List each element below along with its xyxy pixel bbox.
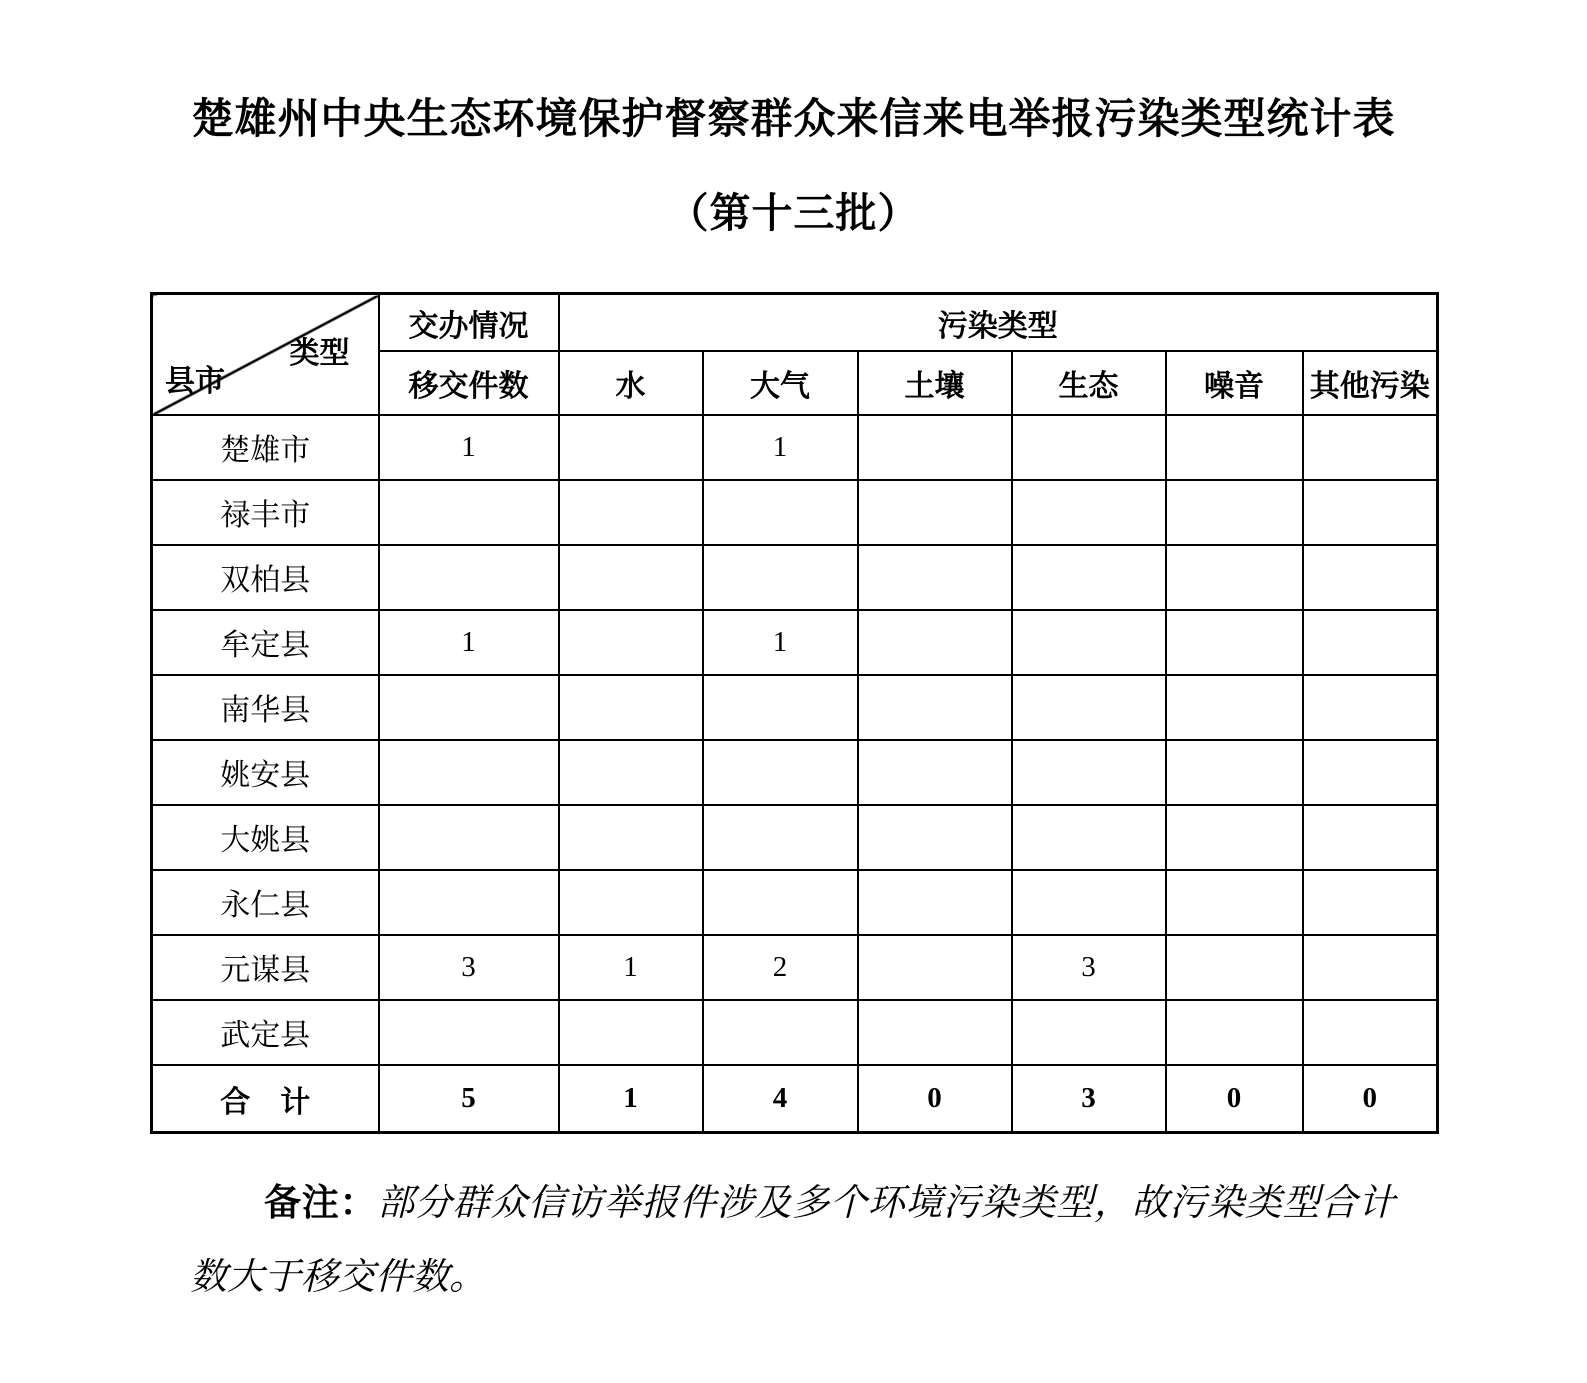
value-cell <box>1303 545 1438 610</box>
value-cell <box>1166 935 1303 1000</box>
corner-label-type: 类型 <box>289 337 350 371</box>
table-row <box>152 740 1438 805</box>
value-cell: 1 <box>703 610 858 675</box>
value-cell <box>858 675 1012 740</box>
value-cell <box>1166 675 1303 740</box>
total-value-cell: 0 <box>1166 1065 1303 1133</box>
table-row <box>152 1000 1438 1065</box>
header-row-groups <box>152 294 1438 351</box>
county-cell: 楚雄市 <box>152 415 379 480</box>
table-row <box>152 480 1438 545</box>
table-row <box>152 610 1438 675</box>
value-cell <box>1166 480 1303 545</box>
value-cell <box>703 545 858 610</box>
pollution-stats-table <box>150 292 1439 1134</box>
value-cell <box>1303 805 1438 870</box>
value-cell <box>858 935 1012 1000</box>
value-cell: 1 <box>379 415 559 480</box>
county-cell: 元谋县 <box>152 935 379 1000</box>
value-cell <box>1012 480 1166 545</box>
table-row <box>152 675 1438 740</box>
col-header-water: 水 <box>559 351 703 415</box>
value-cell <box>379 740 559 805</box>
group-header-handling: 交办情况 <box>379 294 559 351</box>
table-row <box>152 870 1438 935</box>
value-cell: 1 <box>559 935 703 1000</box>
value-cell <box>1166 870 1303 935</box>
value-cell <box>559 415 703 480</box>
corner-label-county: 县市 <box>165 364 225 398</box>
value-cell <box>1166 1000 1303 1065</box>
value-cell <box>559 545 703 610</box>
value-cell <box>559 1000 703 1065</box>
total-value-cell: 0 <box>1303 1065 1438 1133</box>
county-cell: 双柏县 <box>152 545 379 610</box>
col-header-ecology: 生态 <box>1012 351 1166 415</box>
value-cell <box>1166 740 1303 805</box>
total-row <box>152 1065 1438 1133</box>
county-cell: 大姚县 <box>152 805 379 870</box>
value-cell <box>1166 545 1303 610</box>
page-title: 楚雄州中央生态环境保护督察群众来信来电举报污染类型统计表 <box>191 97 1396 143</box>
value-cell <box>559 480 703 545</box>
value-cell <box>1303 740 1438 805</box>
value-cell <box>1303 935 1438 1000</box>
total-value-cell: 4 <box>703 1065 858 1133</box>
value-cell: 1 <box>379 610 559 675</box>
total-value-cell: 3 <box>1012 1065 1166 1133</box>
value-cell <box>379 545 559 610</box>
table-row <box>152 935 1438 1000</box>
table-row <box>152 415 1438 480</box>
value-cell <box>379 480 559 545</box>
value-cell <box>559 610 703 675</box>
value-cell <box>379 1000 559 1065</box>
value-cell <box>559 740 703 805</box>
value-cell <box>703 1000 858 1065</box>
value-cell <box>1012 610 1166 675</box>
value-cell <box>379 870 559 935</box>
value-cell <box>1012 740 1166 805</box>
value-cell <box>1303 675 1438 740</box>
value-cell: 3 <box>1012 935 1166 1000</box>
value-cell <box>858 1000 1012 1065</box>
value-cell <box>858 805 1012 870</box>
value-cell <box>559 870 703 935</box>
value-cell <box>379 805 559 870</box>
value-cell <box>858 870 1012 935</box>
col-header-soil: 土壤 <box>858 351 1012 415</box>
value-cell <box>703 675 858 740</box>
value-cell <box>858 545 1012 610</box>
table-row <box>152 545 1438 610</box>
value-cell <box>858 480 1012 545</box>
value-cell <box>703 870 858 935</box>
value-cell <box>858 740 1012 805</box>
total-value-cell: 0 <box>858 1065 1012 1133</box>
value-cell <box>1012 415 1166 480</box>
table-row <box>152 805 1438 870</box>
value-cell <box>703 805 858 870</box>
county-cell: 姚安县 <box>152 740 379 805</box>
col-header-other: 其他污染 <box>1303 351 1438 415</box>
value-cell <box>703 740 858 805</box>
county-cell: 南华县 <box>152 675 379 740</box>
value-cell: 1 <box>703 415 858 480</box>
footnote-text: 部分群众信访举报件涉及多个环境污染类型，故污染类型合计数大于移交件数。 <box>190 1183 1396 1298</box>
value-cell <box>1166 805 1303 870</box>
county-cell: 永仁县 <box>152 870 379 935</box>
value-cell <box>1303 870 1438 935</box>
value-cell <box>559 805 703 870</box>
total-value-cell: 5 <box>379 1065 559 1133</box>
county-cell: 武定县 <box>152 1000 379 1065</box>
value-cell <box>858 610 1012 675</box>
value-cell <box>1303 610 1438 675</box>
value-cell <box>1303 415 1438 480</box>
value-cell <box>559 675 703 740</box>
col-header-transferred: 移交件数 <box>379 351 559 415</box>
page-subtitle: （第十三批） <box>667 190 920 237</box>
value-cell: 3 <box>379 935 559 1000</box>
value-cell <box>1012 805 1166 870</box>
county-cell: 牟定县 <box>152 610 379 675</box>
value-cell <box>1012 675 1166 740</box>
value-cell <box>1303 480 1438 545</box>
group-header-pollution-type: 污染类型 <box>559 294 1438 351</box>
county-cell: 禄丰市 <box>152 480 379 545</box>
col-header-air: 大气 <box>703 351 858 415</box>
value-cell <box>703 480 858 545</box>
footnote <box>190 1166 1395 1314</box>
value-cell <box>1303 1000 1438 1065</box>
value-cell <box>1012 545 1166 610</box>
value-cell <box>1012 1000 1166 1065</box>
corner-header-cell <box>152 294 379 415</box>
total-label-cell: 合 计 <box>152 1065 379 1133</box>
value-cell <box>858 415 1012 480</box>
value-cell <box>1166 415 1303 480</box>
value-cell: 2 <box>703 935 858 1000</box>
col-header-noise: 噪音 <box>1166 351 1303 415</box>
value-cell <box>1166 610 1303 675</box>
value-cell <box>1012 870 1166 935</box>
footnote-label: 备注： <box>264 1182 378 1224</box>
value-cell <box>379 675 559 740</box>
total-value-cell: 1 <box>559 1065 703 1133</box>
